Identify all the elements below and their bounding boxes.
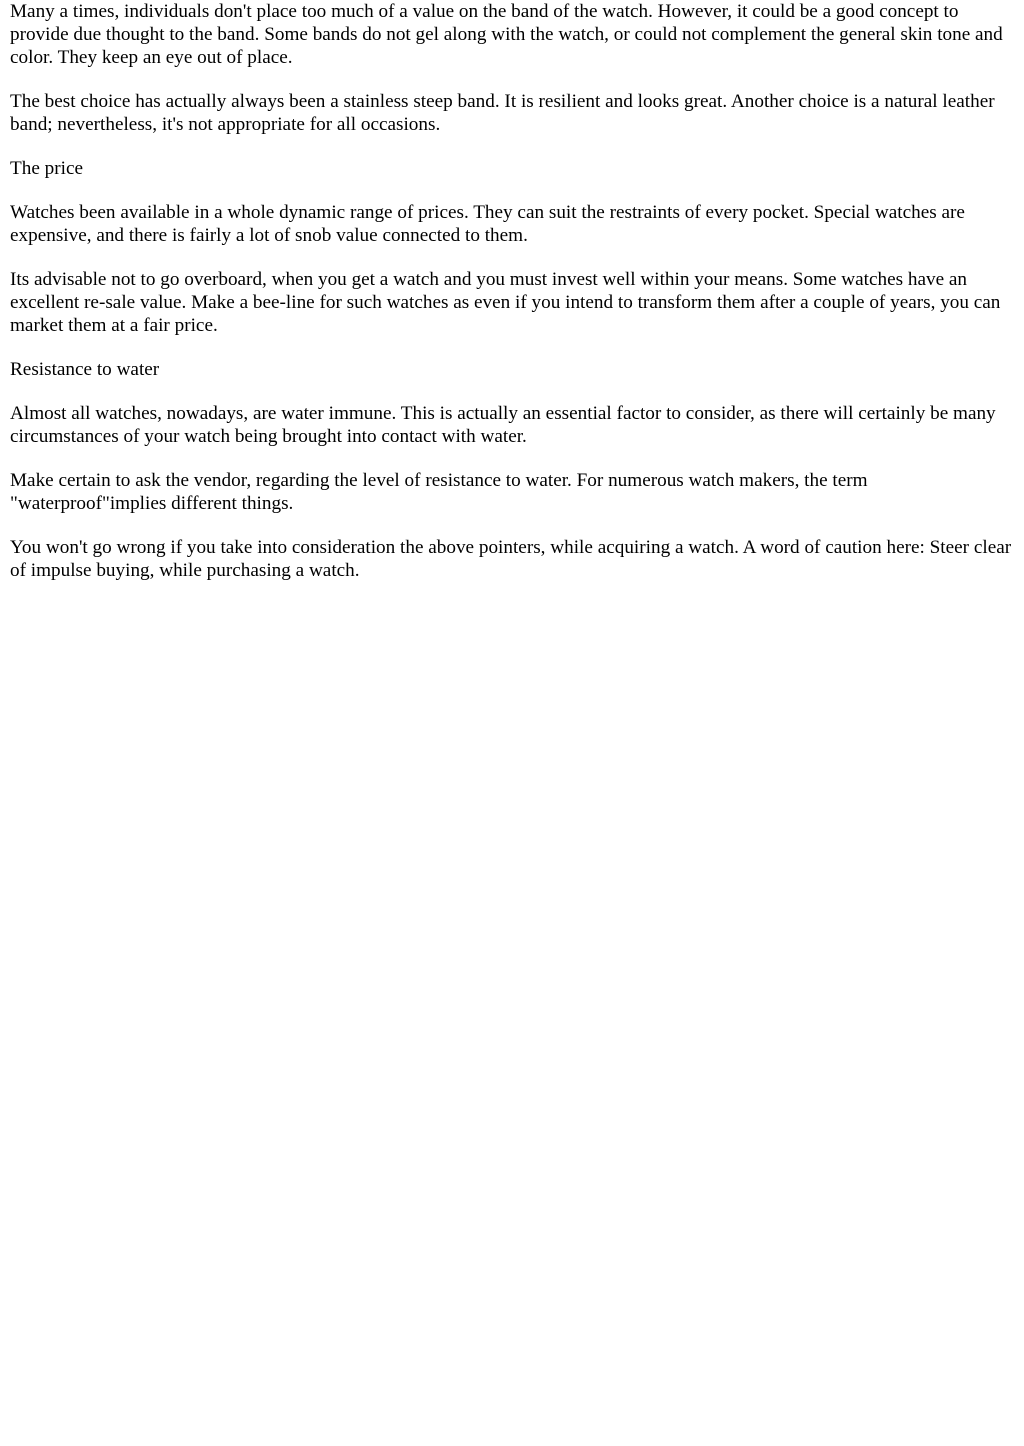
paragraph-band-choice: The best choice has actually always been a stainless steep band. It is resilient and looks great. Another choice is a natural leather band; nevertheless, it's not appropriate for all occasions. [10, 91, 995, 135]
article-body [10, 0, 1014, 582]
paragraph-vendor-question: Make certain to ask the vendor, regarding the level of resistance to water. For numerous watch makers, the term "waterproof"implies different things. [10, 470, 868, 514]
paragraph-price-range: Watches been available in a whole dynamic range of prices. They can suit the restraints of every pocket. Special watches are expensive, and there is fairly a lot of snob value connected to them. [10, 202, 965, 246]
paragraph-water-immune: Almost all watches, nowadays, are water immune. This is actually an essential factor to consider, as there will certainly be many circumstances of your watch being brought into contact with water. [10, 403, 996, 447]
section-heading-water-resistance: Resistance to water [10, 359, 160, 380]
section-heading-price: The price [10, 158, 83, 179]
paragraph-band-importance: Many a times, individuals don't place too much of a value on the band of the watch. However, it could be a good concept to provide due thought to the band. Some bands do not gel along with the watch, or could not complement the general skin tone and color. They keep an eye out of place. [10, 1, 1003, 68]
paragraph-price-advice: Its advisable not to go overboard, when you get a watch and you must invest well within your means. Some watches have an excellent re-sale value. Make a bee-line for such watches as even if you intend to transform them after a couple of years, you can market them at a fair price. [10, 269, 1001, 336]
paragraph-conclusion: You won't go wrong if you take into consideration the above pointers, while acquiring a watch. A word of caution here: Steer clear of impulse buying, while purchasing a watch. [10, 537, 1012, 581]
